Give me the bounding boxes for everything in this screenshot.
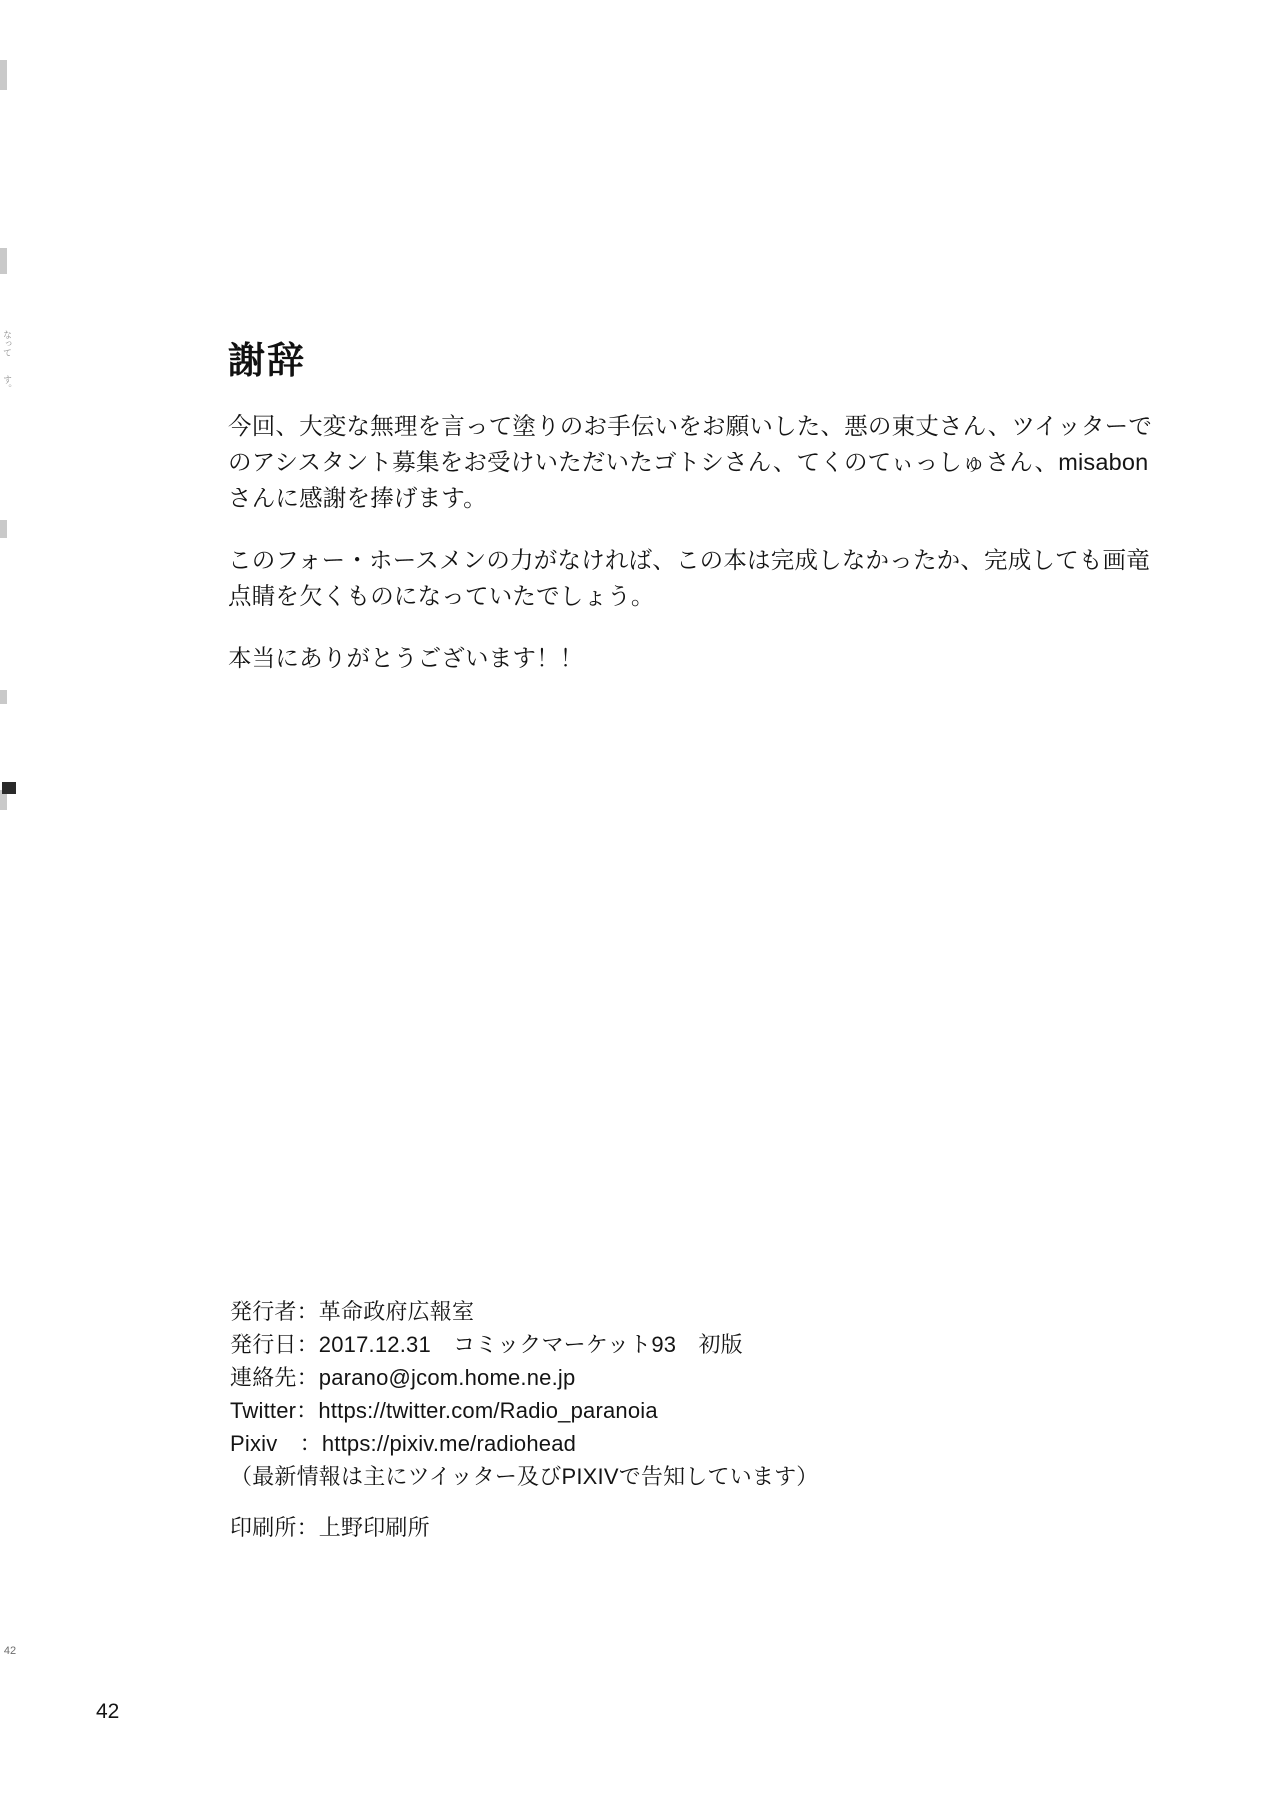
- gutter-page-number: 42: [3, 1645, 17, 1657]
- page-title: 謝辞: [228, 340, 306, 381]
- gutter-mark: [0, 248, 7, 274]
- colophon-publisher: 発行者：革命政府広報室: [230, 1299, 475, 1324]
- colophon: [230, 1295, 819, 1544]
- colophon-contact: 連絡先：parano@jcom.home.ne.jp: [230, 1365, 576, 1390]
- gutter-mark: [2, 782, 16, 794]
- colophon-date: 発行日：2017.12.31 コミックマーケット93 初版: [230, 1332, 743, 1357]
- colophon-note: （最新情報は主にツイッター及びPIXIVで告知しています）: [230, 1464, 819, 1489]
- colophon-printer: 印刷所：上野印刷所: [230, 1515, 430, 1540]
- colophon-spacer: [230, 1493, 819, 1511]
- gutter-margin-text: なって す。: [2, 330, 12, 393]
- page-number: 42: [96, 1700, 120, 1723]
- thanks-paragraph: このフォー・ホースメンの力がなければ、この本は完成しなかったか、完成しても画竜点睛を欠くものになっていたでしょう。: [228, 547, 1150, 609]
- thanks-paragraph: 本当にありがとうございます！！: [228, 645, 584, 671]
- colophon-twitter[interactable]: Twitter：https://twitter.com/Radio_paranoia: [230, 1398, 658, 1423]
- thanks-body: [228, 408, 1158, 676]
- thanks-paragraph: 今回、大変な無理を言って塗りのお手伝いをお願いした、悪の東丈さん、ツイッターでのアシスタント募集をお受けいただいたゴトシさん、てくのてぃっしゅさん、misabonさんに感謝を捧げます。: [228, 413, 1153, 511]
- colophon-pixiv[interactable]: Pixiv ：https://pixiv.me/radiohead: [230, 1431, 577, 1456]
- gutter-mark: [0, 520, 7, 538]
- gutter-mark: [0, 690, 7, 704]
- gutter-mark: [0, 60, 7, 90]
